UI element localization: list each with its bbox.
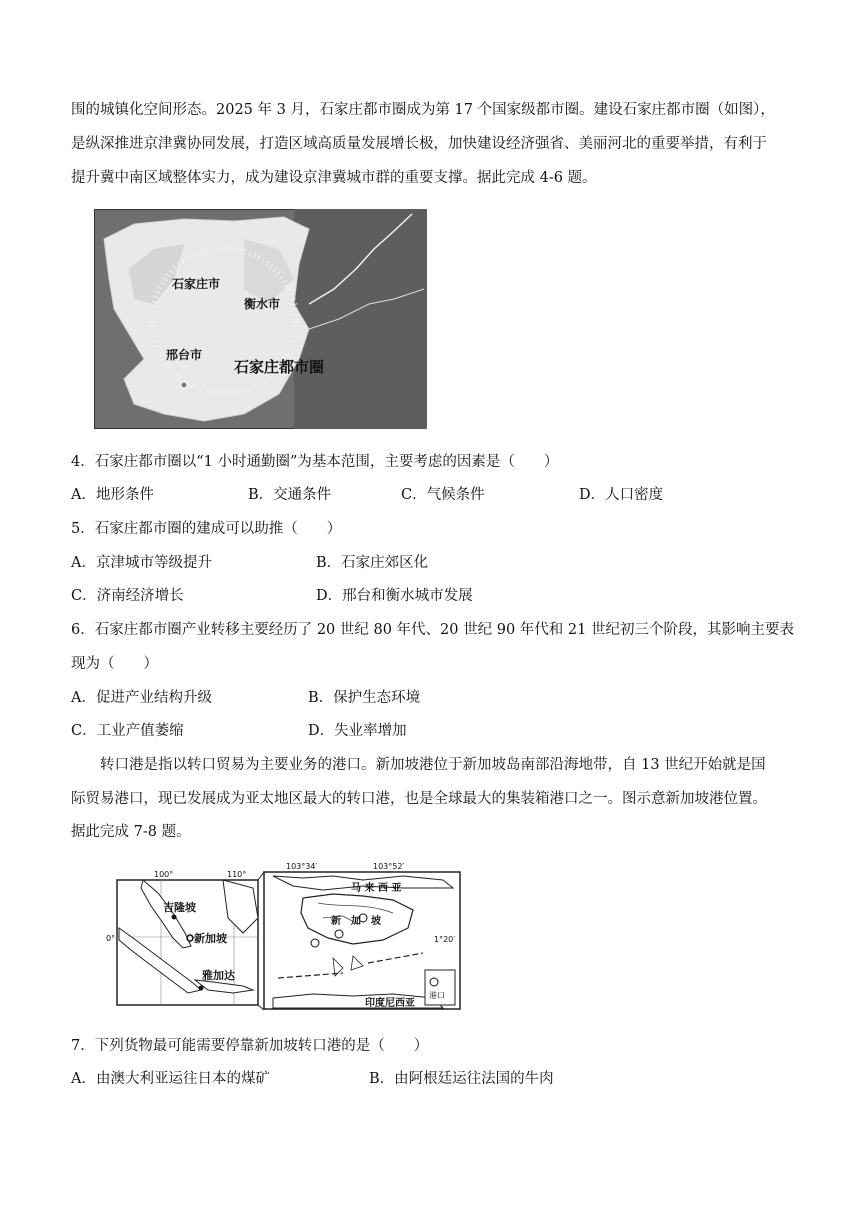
label-hengshui: 衡水市 (244, 297, 281, 311)
q7-stem: 7．下列货物最可能需要停靠新加坡转口港的是（ ） (71, 1038, 429, 1054)
q6-option-a: A．促进产业结构升级 (71, 690, 212, 706)
q6-stem-line-1: 6．石家庄都市圈产业转移主要经历了 20 世纪 80 年代、20 世纪 90 年代和 21 世纪初三个阶段，其影响主要表 (71, 622, 794, 638)
lon-100-label: 100° (154, 870, 174, 879)
q7-option-a: A．由澳大利亚运往日本的煤矿 (71, 1071, 270, 1087)
label-singapore: 新加坡 (194, 932, 227, 945)
intro-line-2: 是纵深推进京津冀协同发展，打造区域高质量发展增长极，加快建设经济强省、美丽河北的重要举措，有利于 (71, 136, 767, 152)
q4-option-a: A．地形条件 (71, 487, 154, 503)
intro-line-3: 提升冀中南区域整体实力，成为建设京津冀城市群的重要支撑。据此完成 4-6 题。 (71, 170, 597, 186)
q5-option-b: B．石家庄郊区化 (316, 555, 429, 571)
q6-option-c: C．工业产值萎缩 (71, 723, 184, 739)
q4-option-b: B．交通条件 (248, 487, 332, 503)
q5-stem: 5．石家庄都市圈的建成可以助推（ ） (71, 521, 342, 537)
label-malaysia: 马 来 西 亚 (351, 883, 402, 894)
label-metro-circle: 石家庄都市圈 (234, 358, 325, 376)
q4-option-c: C．气候条件 (401, 487, 485, 503)
shijiazhuang-metro-map (94, 209, 427, 429)
q5-option-c: C．济南经济增长 (71, 588, 184, 604)
lon-110-label: 110° (227, 870, 247, 879)
label-xingtai: 邢台市 (166, 348, 203, 362)
lon-103-52-label: 103°52′ (373, 862, 405, 871)
q6-option-b: B．保护生态环境 (308, 690, 421, 706)
q5-option-a: A．京津城市等级提升 (71, 555, 212, 571)
q6-stem-line-2: 现为（ ） (71, 656, 158, 672)
passage2-line-1: 转口港是指以转口贸易为主要业务的港口。新加坡港位于新加坡岛南部沿海地带，自 13 世纪开始就是国 (100, 757, 766, 773)
q4-option-d: D．人口密度 (579, 487, 664, 503)
detail-map-right (264, 862, 460, 1009)
intro-line-1: 围的城镇化空间形态。2025 年 3 月，石家庄都市圈成为第 17 个国家级都市圈。建设石家庄都市圈（如图）， (71, 102, 775, 118)
q5-option-d: D．邢台和衡水城市发展 (316, 588, 473, 604)
label-singapore-island: 新 加 坡 (331, 916, 381, 927)
lon-103-34-label: 103°34′ (286, 862, 318, 871)
label-jakarta: 雅加达 (202, 969, 235, 982)
q4-stem: 4．石家庄都市圈以“1 小时通勤圈”为基本范围，主要考虑的因素是（ ） (71, 454, 559, 470)
label-kuala-lumpur: 吉隆坡 (163, 901, 196, 914)
singapore-port-map (103, 858, 465, 1012)
label-indonesia: 印度尼西亚 (365, 998, 415, 1009)
q6-option-d: D．失业率增加 (308, 723, 407, 739)
legend-port-label: 港口 (429, 991, 445, 1000)
inset-map-left (106, 870, 258, 1005)
lat-0-label: 0° (106, 934, 116, 943)
lat-1-20-label: 1°20′ (434, 935, 456, 944)
passage2-line-3: 据此完成 7-8 题。 (71, 824, 191, 840)
q7-option-b: B．由阿根廷运往法国的牛肉 (369, 1071, 554, 1087)
passage2-line-2: 际贸易港口，现已发展成为亚太地区最大的转口港，也是全球最大的集装箱港口之一。图示意新加坡港位置。 (71, 791, 767, 807)
label-shijiazhuang: 石家庄市 (172, 277, 221, 291)
